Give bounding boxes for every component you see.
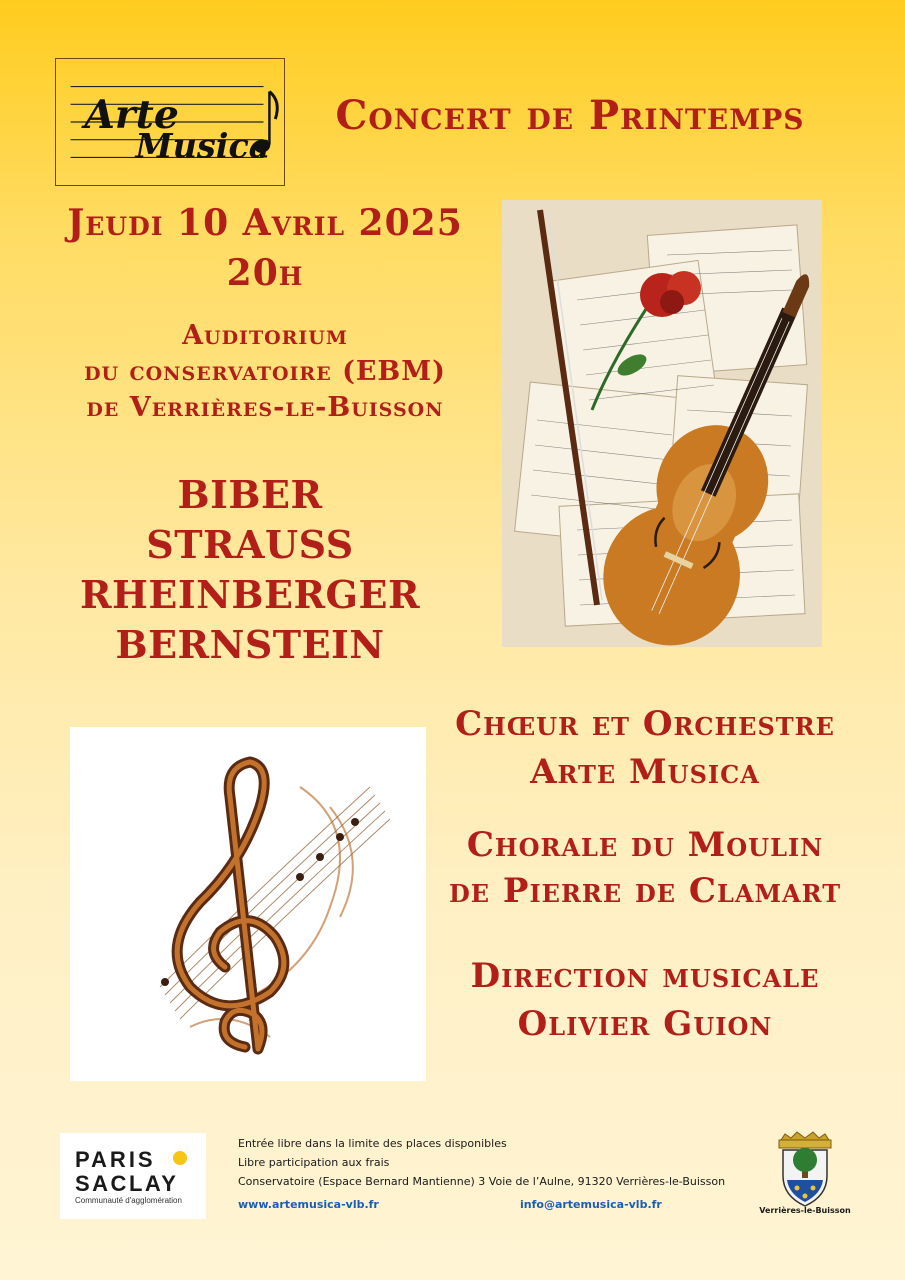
logo-staff-graphic xyxy=(56,59,284,185)
choir-orchestra xyxy=(430,700,860,796)
website-link[interactable]: www.artemusica-vlb.fr xyxy=(238,1198,379,1211)
practical-info xyxy=(238,1134,758,1214)
logo-word-arte: Arte xyxy=(84,91,179,138)
violin-illustration xyxy=(502,200,822,647)
sponsor-subtitle: Communauté d'agglomération xyxy=(75,1196,182,1205)
town-crest-icon xyxy=(765,1130,845,1210)
direction-line-2: Olivier Guion xyxy=(517,1004,773,1044)
concert-title: Concert de Printemps xyxy=(335,92,805,139)
paris-saclay-logo xyxy=(60,1133,206,1219)
venue-line-3: de Verrières-le-Buisson xyxy=(86,392,444,423)
chorale-line-1: Chorale du Moulin xyxy=(466,825,824,865)
email-link[interactable]: info@artemusica-vlb.fr xyxy=(520,1198,662,1211)
venue-line-2: du conservatoire (EBM) xyxy=(84,356,446,387)
venue-line-1: Auditorium xyxy=(182,320,348,351)
composer-name: BIBER xyxy=(177,472,323,517)
treble-clef-illustration xyxy=(70,727,426,1081)
musical-direction xyxy=(430,952,860,1048)
composer-name: STRAUSS xyxy=(146,522,354,567)
direction-line-1: Direction musicale xyxy=(470,956,820,996)
town-label: Verrières-le-Buisson xyxy=(759,1206,851,1215)
choir-line-2: Arte Musica xyxy=(530,752,760,792)
time-line: 20h xyxy=(226,252,304,294)
sponsor-line-1: PARIS xyxy=(75,1147,156,1172)
composer-name: BERNSTEIN xyxy=(115,622,385,667)
sun-dot-icon xyxy=(173,1151,187,1165)
sponsor-line-2: SACLAY xyxy=(75,1171,179,1196)
date-line: Jeudi 10 Avril 2025 xyxy=(67,202,463,244)
chorale-line-2: de Pierre de Clamart xyxy=(448,871,842,911)
logo-word-musica: Musica xyxy=(135,126,271,166)
composer-list xyxy=(60,470,440,670)
chorale xyxy=(430,822,860,914)
composer-name: RHEINBERGER xyxy=(79,572,421,617)
participation-text: Libre participation aux frais xyxy=(238,1156,390,1169)
arte-musica-logo xyxy=(55,58,285,186)
entry-text: Entrée libre dans la limite des places disponibles xyxy=(238,1137,507,1150)
address-text: Conservatoire (Espace Bernard Mantienne) 3 Voie de l’Aulne, 91320 Verrières-le-Buisson xyxy=(238,1175,726,1188)
event-date xyxy=(60,198,470,298)
choir-line-1: Chœur et Orchestre xyxy=(455,704,835,744)
venue xyxy=(60,318,470,426)
